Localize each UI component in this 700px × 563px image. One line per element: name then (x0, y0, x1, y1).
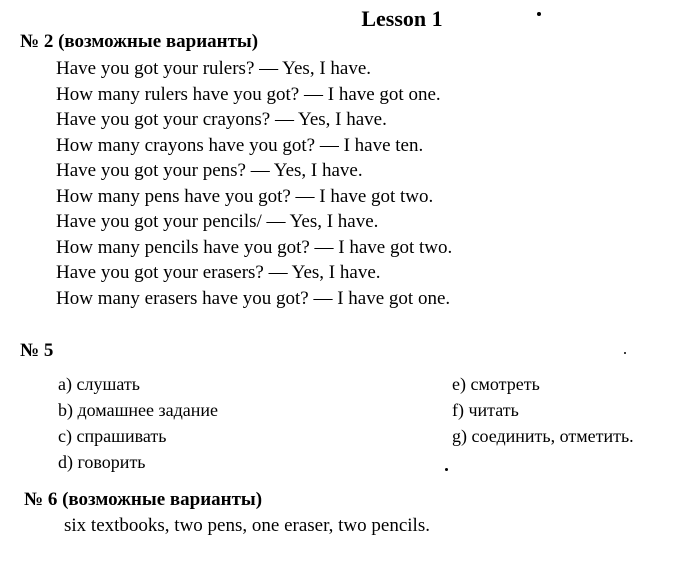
lesson-title: Lesson 1 (361, 6, 443, 31)
dialogue-line: How many crayons have you got? — I have ten. (56, 134, 424, 156)
vocab-item: a) слушать (58, 374, 140, 394)
dialogue-line: Have you got your pens? — Yes, I have. (56, 160, 363, 181)
dialogue-line: Have you got your rulers? — Yes, I have. (56, 58, 372, 79)
exercise-5-left-column (58, 371, 218, 475)
dialogue-line: How many erasers have you got? — I have got one. (56, 287, 451, 309)
dialogue-line: How many rulers have you got? — I have got one. (56, 83, 441, 105)
vocab-item: g) соединить, отметить. (452, 426, 634, 446)
dialogue-line: Have you got your pencils/ — Yes, I have. (56, 211, 379, 232)
exercise-6-answer: six textbooks, two pens, one eraser, two pencils. (64, 515, 430, 536)
vocab-item: e) смотреть (452, 374, 540, 394)
exercise-5-right-column (452, 371, 634, 449)
dialogue-line: Have you got your erasers? — Yes, I have. (56, 262, 381, 283)
ink-dot-mark (537, 12, 541, 16)
exercise-2-heading: № 2 (возможные варианты) (20, 31, 259, 52)
dialogue-line: How many pens have you got? — I have got two. (56, 185, 434, 207)
exercise-5-heading: № 5 (20, 340, 54, 361)
dialogue-line: How many pencils have you got? — I have got two. (56, 236, 453, 258)
vocab-item: b) домашнее задание (58, 400, 219, 420)
vocab-item: c) спрашивать (58, 426, 167, 446)
exercise-2-dialogue (56, 56, 452, 311)
ink-dot-mark (624, 352, 626, 354)
dialogue-line: Have you got your crayons? — Yes, I have. (56, 109, 387, 130)
vocab-item: d) говорить (58, 452, 146, 472)
vocab-item: f) читать (452, 400, 519, 420)
ink-dot-mark (445, 468, 448, 471)
exercise-6-heading: № 6 (возможные варианты) (24, 489, 263, 510)
